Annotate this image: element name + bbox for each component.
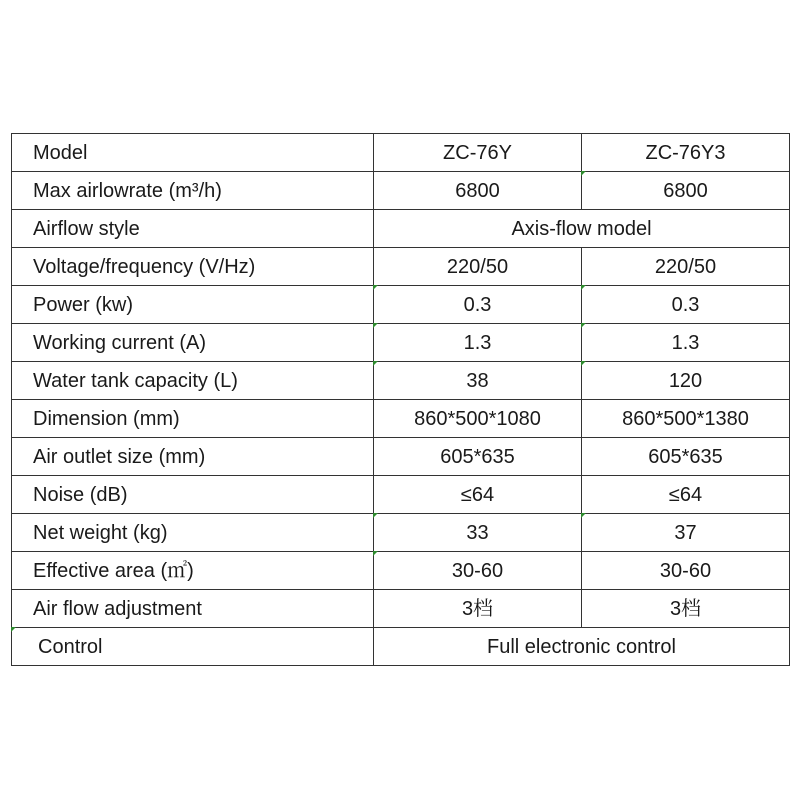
- value-zc-76y3: ≤64: [582, 476, 790, 514]
- value-zc-76y3: 37: [582, 514, 790, 552]
- row-label: Voltage/frequency (V/Hz): [12, 248, 374, 286]
- table-row: [12, 134, 790, 172]
- value-merged: Full electronic control: [374, 628, 790, 666]
- row-label: Air outlet size (mm): [12, 438, 374, 476]
- row-label: Air flow adjustment: [12, 590, 374, 628]
- table-row: [12, 438, 790, 476]
- row-label: Water tank capacity (L): [12, 362, 374, 400]
- spec-table: [11, 133, 790, 666]
- value-zc-76y3: 3档: [582, 590, 790, 628]
- value-zc-76y: 6800: [374, 172, 582, 210]
- value-zc-76y3: ZC-76Y3: [582, 134, 790, 172]
- value-zc-76y: ≤64: [374, 476, 582, 514]
- row-label: Net weight (kg): [12, 514, 374, 552]
- row-label: Working current (A): [12, 324, 374, 362]
- value-zc-76y: 38: [374, 362, 582, 400]
- value-merged: Axis-flow model: [374, 210, 790, 248]
- value-zc-76y3: 30-60: [582, 552, 790, 590]
- value-zc-76y: 30-60: [374, 552, 582, 590]
- table-row: [12, 362, 790, 400]
- table-row: [12, 400, 790, 438]
- table-row: [12, 286, 790, 324]
- value-zc-76y3: 220/50: [582, 248, 790, 286]
- row-label: Noise (dB): [12, 476, 374, 514]
- value-zc-76y3: 120: [582, 362, 790, 400]
- value-zc-76y: 860*500*1080: [374, 400, 582, 438]
- value-zc-76y3: 6800: [582, 172, 790, 210]
- value-zc-76y: ZC-76Y: [374, 134, 582, 172]
- value-zc-76y3: 0.3: [582, 286, 790, 324]
- row-label: Airflow style: [12, 210, 374, 248]
- value-zc-76y: 220/50: [374, 248, 582, 286]
- row-label: Power (kw): [12, 286, 374, 324]
- value-zc-76y: 0.3: [374, 286, 582, 324]
- table-row: [12, 210, 790, 248]
- row-label: Dimension (mm): [12, 400, 374, 438]
- table-row: [12, 628, 790, 666]
- table-row: [12, 172, 790, 210]
- value-zc-76y: 605*635: [374, 438, 582, 476]
- value-zc-76y3: 605*635: [582, 438, 790, 476]
- table-row: [12, 476, 790, 514]
- value-zc-76y3: 860*500*1380: [582, 400, 790, 438]
- row-label: Max airlowrate (m³/h): [12, 172, 374, 210]
- value-zc-76y: 3档: [374, 590, 582, 628]
- table-row: [12, 514, 790, 552]
- table-row: [12, 248, 790, 286]
- value-zc-76y: 33: [374, 514, 582, 552]
- row-label: Model: [12, 134, 374, 172]
- value-zc-76y: 1.3: [374, 324, 582, 362]
- row-label: Effective area (㎡): [12, 552, 374, 590]
- table-row: [12, 590, 790, 628]
- row-label: Control: [12, 628, 374, 666]
- table-row: [12, 324, 790, 362]
- table-row: [12, 552, 790, 590]
- value-zc-76y3: 1.3: [582, 324, 790, 362]
